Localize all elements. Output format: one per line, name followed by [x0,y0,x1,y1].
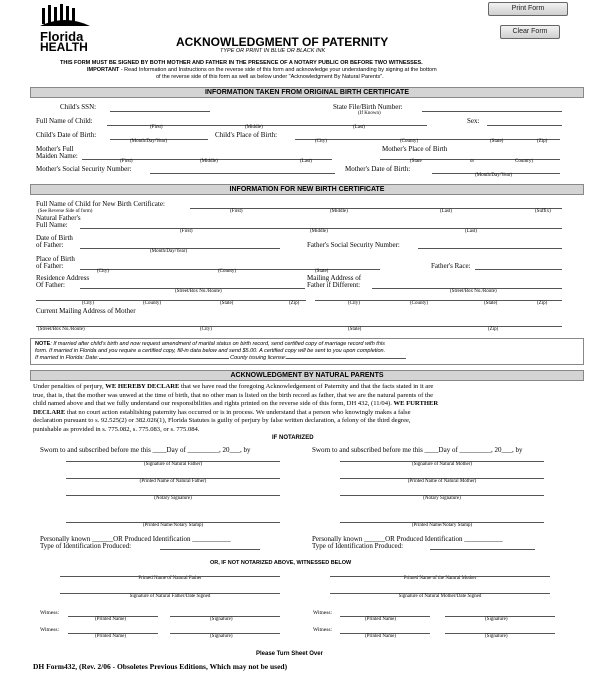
print-form-button[interactable]: Print Form [488,2,568,16]
logo-line2: HEALTH [40,40,88,54]
personally-known-mother: Personally known ______OR Produced Identification ___________ [312,535,503,543]
caption-last: (Last) [353,125,365,130]
sunburst-icon [40,4,90,26]
caption-suffix: (Suffix) [535,209,551,214]
father-race-label: Father's Race: [431,262,471,270]
father-full-name-label: Full Name: [36,221,68,229]
mother-full-label: Mother's Full [36,145,74,153]
caption-stamp-2: (Printed Name/Notary Stamp) [411,523,473,528]
clear-form-button[interactable]: Clear Form [500,25,560,39]
section-acknowledgment: ACKNOWLEDGMENT BY NATURAL PARENTS [30,370,584,381]
section-new-birth-cert: INFORMATION FOR NEW BIRTH CERTIFICATE [30,184,584,195]
note-line2: form. If married in Florida and you require a certified copy, fill-in data below and send $5.00. A certified copy will be sent to you upon completion. [35,348,386,354]
new-name-label: Full Name of Child for New Birth Certificate: [36,200,165,208]
caption-first: (First) [150,125,163,130]
res-city-field[interactable] [36,300,306,301]
caption-w-sig-father: Signature of Natural Father/Date Signed [129,594,211,599]
sworn-mother: Sworn to and subscribed before me this ____Day of _________, 20___, by [312,446,523,454]
decl-p3: child named above and that we fully understand our responsibilities and rights printed on the reverse side of this form, DH 432, (11/04). [33,400,394,407]
caption-state: (State) [490,139,504,144]
caption-sig-mother: (Signature of Natural Mother) [411,462,473,467]
decl-p4: that no court action establishing paternity has occurred or is in process. We understand that a person who knowingly makes a false [65,408,411,416]
mother-dob-label: Mother's Date of Birth: [345,165,411,173]
caption-county-4: (County) [410,301,429,306]
caption-zip-3: (Zip) [537,301,548,306]
florida-health-logo [40,4,90,54]
decl-p1: Under penalties of perjury, [33,383,106,390]
decl-further: WE FURTHER [393,400,439,407]
witness-label-4: Witness: [313,627,333,633]
place-of-birth-label: Place of Birth [36,255,75,263]
important-text: - Read Information and Instructions on the reverse side of this form and acknowledge your understanding by signing at the bottom [119,67,437,73]
logo-line1: Florida [40,29,84,44]
w-pn-father-field[interactable] [60,576,280,577]
father-ssn-field[interactable] [418,248,562,249]
caption-notary-sig-1: (Notary Signature) [154,496,192,501]
type-id-mother-field[interactable] [430,549,535,550]
caption-w-sig-mother: Signature of Natural Mother/Date Signed [398,594,482,599]
caption-middle-2: (Middle) [200,159,218,164]
full-name-label: Full Name of Child: [36,117,93,125]
decl-p2: true, that is, that the mother was unwed at the time of birth, that no other man is listed on the birth record as father, that we are the natural parents of the [33,391,433,399]
caption-state-6: (State) [348,327,362,332]
state-file-label: State File/Birth Number: [333,103,403,111]
sex-field[interactable] [487,125,562,126]
res-addr-label: Residence Address [36,274,90,282]
caption-mdy-2: (Month/Day/Year) [475,173,512,178]
caption-stamp-1: (Printed Name/Notary Stamp) [142,523,204,528]
decl-p6: punishable as provided in s. 775.082, s. 775.083, or s. 775.084. [33,425,200,433]
section-original-birth-cert: INFORMATION TAKEN FROM ORIGINAL BIRTH CERTIFICATE [30,87,584,98]
caption-middle-4: (Middle) [310,229,328,234]
decl-declare2: DECLARE [33,408,66,416]
caption-w2-sig-m: (Signature) [485,634,508,639]
form-subtitle: TYPE OR PRINT IN BLUE OR BLACK INK [220,48,326,54]
caption-city-4: (City) [348,301,360,306]
maiden-name-label: Maiden Name: [36,152,78,160]
caption-state-2: (State [410,159,422,164]
caption-city-2: (City) [97,269,109,274]
witness-label-3: Witness: [40,627,60,633]
caption-mdy: (Month/Day/Year) [130,139,167,144]
mother-ssn-field[interactable] [150,173,335,174]
caption-pn-father: (Printed Name of Natural Father) [139,479,207,484]
type-id-mother: Type of Identification Produced: [312,542,404,550]
caption-w1-printed-m: (Printed Name) [365,617,396,622]
caption-street: (Street/Box No./Route) [175,289,222,294]
decl-p5: declaration pursuant to s. 92.525(2) or 382.026(1), Florida Statutes is guilty of perjury by false written declaration, a felony of the third degree, [33,417,411,424]
important-label: IMPORTANT [87,67,120,73]
caption-or: or [470,159,475,164]
sex-label: Sex: [467,117,480,125]
caption-middle: (Middle) [245,125,263,130]
caption-w1-sig-f: (Signature) [210,617,233,622]
important-line2: of the reverse side of this form as well as below under "Acknowledgment By Natural Parents". [156,74,384,80]
caption-city-3: (City) [82,301,94,306]
caption-mdy-3: (Month/Day/Year) [150,249,187,254]
nat-father-label: Natural Father's [36,214,81,222]
note-line1: : If married after child's birth and now request amendment of marital status on birth record, send certified copy of marriage record with this [50,341,385,347]
cur-mother-label: Current Mailing Address of Mother [36,307,136,315]
important-line1 [87,67,437,73]
caption-state-4: (State) [220,301,234,306]
caption-first-4: (First) [180,229,193,234]
new-name-field[interactable] [190,208,562,209]
mother-ssn-label: Mother's Social Security Number: [36,165,132,173]
witness-title: OR, IF NOT NOTARIZED ABOVE, WITNESSED BELOW [210,560,352,566]
mail-addr-label: Mailing Address of [307,274,362,282]
caption-w2-printed-m: (Printed Name) [365,634,396,639]
caption-first-3: (First) [230,209,243,214]
pob-label: Child's Place of Birth: [215,131,278,139]
child-ssn-field[interactable] [110,111,210,112]
declaration-text [33,383,581,434]
father-race-field[interactable] [475,269,562,270]
caption-last-2: (Last) [300,159,312,164]
w-pn-mother-field[interactable] [330,576,550,577]
caption-w1-sig-m: (Signature) [485,617,508,622]
marriage-date-field[interactable] [99,358,229,359]
caption-last-3: (Last) [440,209,452,214]
caption-county: (County) [400,139,419,144]
signature-notice: THIS FORM MUST BE SIGNED BY BOTH MOTHER AND FATHER IN THE PRESENCE OF A NOTARY PUBLIC OR BEFORE TWO WITNESSES. [60,60,423,66]
form-number: DH Form432, (Rev. 2/06 - Obsoletes Previous Editions, Which may not be used) [33,662,288,671]
father-if-label: Father if Different: [307,281,361,289]
caption-street-3: (Street/Box No./Route) [38,327,85,332]
state-file-field[interactable] [422,111,562,112]
note-label: NOTE [35,341,51,347]
of-father-label-3: Of Father: [36,281,65,289]
turn-sheet-over: Please Turn Sheet Over [256,651,323,657]
caption-county-3: (County) [143,301,162,306]
note-box [30,338,584,365]
note-county-label: County issuing license: [230,355,287,361]
caption-street-2: (Street/Box No./Route) [450,289,497,294]
caption-zip: (Zip) [537,139,548,144]
caption-w1-printed-f: (Printed Name) [95,617,126,622]
witness-label-1: Witness: [40,610,60,616]
caption-w2-sig-f: (Signature) [210,634,233,639]
form-title: ACKNOWLEDGMENT OF PATERNITY [176,35,389,49]
personally-known-father: Personally known ______OR Produced Identification ___________ [40,535,231,543]
mother-pob-label: Mother's Place of Birth [382,145,448,153]
caption-pn-mother: (Printed Name of Natural Mother) [407,479,477,484]
decl-p1c: that we have read the foregoing Acknowledgement of Paternity and that the facts stated in it are [179,383,434,390]
decl-declare: WE HEREBY DECLARE [105,383,180,390]
caption-county-2: (County) [218,269,237,274]
caption-state-5: (State) [484,301,498,306]
if-known-caption: (If Known) [358,111,381,116]
caption-w2-printed-f: (Printed Name) [95,634,126,639]
caption-zip-4: (Zip) [488,327,499,332]
county-license-field[interactable] [286,358,406,359]
caption-w-pn-mother: Printed Name of the Natural Mother [403,576,477,581]
caption-country: Country) [515,159,534,164]
caption-city-5: (City) [200,327,212,332]
pob-field[interactable] [295,139,560,140]
caption-state-3: (State) [315,269,329,274]
sworn-father: Sworn to and subscribed before me this ____Day of _________, 20___, by [40,446,251,454]
mother-addr-field[interactable] [36,326,562,327]
caption-w-pn-father: Printed Name of Natural Father [138,576,202,581]
caption-see-reverse: (See Reverse Side of form) [38,209,93,214]
type-id-father: Type of Identification Produced: [40,542,132,550]
caption-first-2: (First) [120,159,133,164]
if-notarized-title: IF NOTARIZED [272,435,314,441]
caption-zip-2: (Zip) [289,301,300,306]
caption-sig-father: (Signature of Natural Father) [143,462,203,467]
caption-notary-sig-2: (Notary Signature) [423,496,461,501]
type-id-father-field[interactable] [160,549,260,550]
witness-label-2: Witness: [313,610,333,616]
caption-city: (City) [315,139,327,144]
note-date-label: If married in Florida: Date: [35,355,99,361]
caption-last-4: (Last) [465,229,477,234]
father-ssn-label: Father's Social Security Number: [307,241,400,249]
child-ssn-label: Child's SSN: [60,103,97,111]
dob-of-label: Date of Birth [36,234,73,242]
of-father-label-2: of Father: [36,262,64,270]
of-father-label: of Father: [36,241,64,249]
caption-middle-3: (Middle) [330,209,348,214]
dob-label: Child's Date of Birth: [36,131,97,139]
